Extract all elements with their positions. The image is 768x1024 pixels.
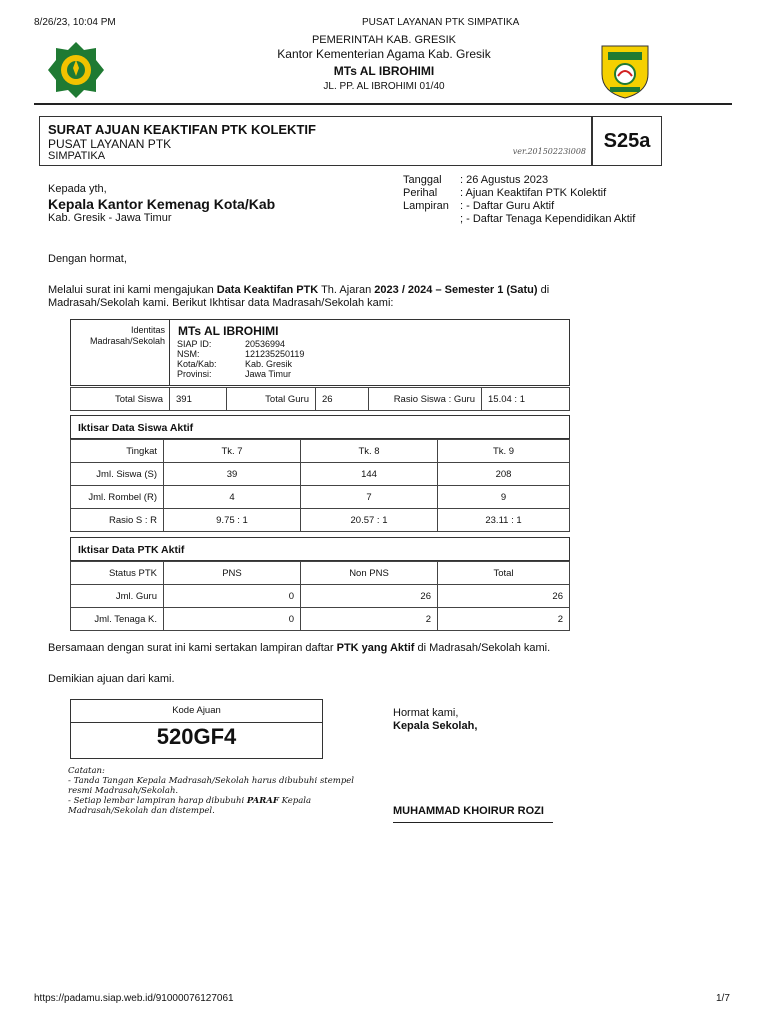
table-cell: Jml. Tenaga K. xyxy=(71,608,164,631)
table-cell: 0 xyxy=(164,608,301,631)
identity-fields xyxy=(177,339,304,379)
table-header-cell: Tk. 8 xyxy=(301,440,438,463)
kota-value: Kab. Gresik xyxy=(245,359,293,369)
intro-text-e: di xyxy=(537,284,550,296)
total-guru-label: Total Guru xyxy=(227,388,316,411)
signature-line2: Kepala Sekolah, xyxy=(393,720,478,732)
notes-line1: - Tanda Tangan Kepala Madrasah/Sekolah harus dibubuhi stempel xyxy=(68,776,355,786)
kemenag-emblem-icon xyxy=(46,40,106,100)
table-header-cell: Tingkat xyxy=(71,440,164,463)
recipient-name: Kepala Kantor Kemenag Kota/Kab xyxy=(48,196,276,212)
notes-line3a: - Setiap lembar lampiran harap dibubuhi xyxy=(68,796,247,806)
form-code-box xyxy=(592,116,662,166)
table-cell: 2 xyxy=(438,608,570,631)
table-header-cell: PNS xyxy=(164,562,301,585)
letterhead-address: JL. PP. AL IBROHIMI 01/40 xyxy=(323,81,445,92)
recipient-location: Kab. Gresik - Jawa Timur xyxy=(48,212,172,224)
letterhead-school: MTs AL IBROHIMI xyxy=(333,64,435,78)
print-datetime: 8/26/23, 10:04 PM xyxy=(34,17,116,28)
table-row xyxy=(71,608,570,631)
rasio-label: Rasio Siswa : Guru xyxy=(369,388,482,411)
gresik-regency-emblem-icon xyxy=(596,40,654,100)
perihal-value: : Ajuan Keaktifan PTK Kolektif xyxy=(460,187,607,199)
ptk-table-title: Iktisar Data PTK Aktif xyxy=(70,537,570,561)
closing-text-c: di Madrasah/Sekolah kami. xyxy=(414,642,551,654)
table-cell: 20.57 : 1 xyxy=(301,509,438,532)
table-header-cell: Tk. 9 xyxy=(438,440,570,463)
siswa-table-title: Iktisar Data Siswa Aktif xyxy=(70,415,570,439)
intro-paragraph xyxy=(48,284,608,310)
table-row xyxy=(71,585,570,608)
table-cell: 7 xyxy=(301,486,438,509)
print-url: https://padamu.siap.web.id/91000076127061 xyxy=(34,993,234,1004)
table-header-cell: Status PTK xyxy=(71,562,164,585)
siap-id-value: 20536994 xyxy=(245,339,286,349)
siswa-table xyxy=(70,439,570,532)
letterhead-line1: PEMERINTAH KAB. GRESIK xyxy=(311,34,457,46)
print-page-count: 1/7 xyxy=(716,993,730,1004)
nsm-value: 121235250119 xyxy=(245,349,305,359)
identity-label2: Madrasah/Sekolah xyxy=(89,336,165,346)
provinsi-value: Jawa Timur xyxy=(245,369,292,379)
notes-line3c: Kepala xyxy=(278,796,312,806)
closing-line2: Demikian ajuan dari kami. xyxy=(48,673,175,685)
table-header-cell: Tk. 7 xyxy=(164,440,301,463)
intro-text-a: Melalui surat ini kami mengajukan xyxy=(48,284,217,296)
table-row xyxy=(71,509,570,532)
table-row xyxy=(71,463,570,486)
table-cell: 2 xyxy=(301,608,438,631)
salutation: Dengan hormat, xyxy=(48,253,127,265)
identity-label1: Identitas xyxy=(130,325,165,335)
kode-ajuan-value: 520GF4 xyxy=(156,724,237,749)
closing-text-a: Bersamaan dengan surat ini kami sertakan lampiran daftar xyxy=(48,642,337,654)
notes xyxy=(68,766,354,816)
intro-text-c: Th. Ajaran xyxy=(318,284,375,296)
letterhead-divider xyxy=(34,103,732,105)
intro-text-d: 2023 / 2024 – Semester 1 (Satu) xyxy=(374,284,538,296)
form-version: ver.20150223i008 xyxy=(512,147,586,156)
table-header-cell: Non PNS xyxy=(301,562,438,585)
table-cell: Jml. Rombel (R) xyxy=(71,486,164,509)
total-siswa-value: 391 xyxy=(170,388,227,411)
kota-label: Kota/Kab: xyxy=(177,359,217,369)
recipient-greeting: Kepada yth, xyxy=(48,183,107,195)
form-header-box xyxy=(39,116,592,166)
siap-id-label: SIAP ID: xyxy=(177,339,212,349)
signature-line1: Hormat kami, xyxy=(393,707,459,719)
lampiran-value2: ; - Daftar Tenaga Kependidikan Aktif xyxy=(460,213,636,225)
kode-ajuan-box xyxy=(70,699,323,759)
form-subtitle2: SIMPATIKA xyxy=(48,150,106,162)
perihal-label: Perihal xyxy=(403,187,438,199)
table-cell: 23.11 : 1 xyxy=(438,509,570,532)
form-subtitle1: PUSAT LAYANAN PTK xyxy=(48,137,172,151)
notes-line4: Madrasah/Sekolah dan distempel. xyxy=(68,806,215,816)
table-cell: 9.75 : 1 xyxy=(164,509,301,532)
table-header-cell: Total xyxy=(438,562,570,585)
signature-name: MUHAMMAD KHOIRUR ROZI xyxy=(393,805,553,823)
letterhead-line2: Kantor Kementerian Agama Kab. Gresik xyxy=(277,47,491,61)
table-cell: Rasio S : R xyxy=(71,509,164,532)
letter-meta xyxy=(403,174,635,226)
lampiran-value1: : - Daftar Guru Aktif xyxy=(460,200,555,212)
closing-paragraph xyxy=(48,642,550,654)
totals-table xyxy=(70,387,570,411)
total-siswa-label: Total Siswa xyxy=(71,388,170,411)
table-row xyxy=(71,440,570,463)
identity-box xyxy=(70,319,570,386)
identity-school-name: MTs AL IBROHIMI xyxy=(178,324,279,338)
tanggal-label: Tanggal xyxy=(403,174,442,186)
table-cell: 0 xyxy=(164,585,301,608)
notes-line2: resmi Madrasah/Sekolah. xyxy=(68,786,179,796)
table-cell: 144 xyxy=(301,463,438,486)
nsm-label: NSM: xyxy=(177,349,200,359)
intro-text-b: Data Keaktifan PTK xyxy=(216,284,319,296)
closing-text-b: PTK yang Aktif xyxy=(336,642,415,654)
table-cell: 26 xyxy=(438,585,570,608)
provinsi-label: Provinsi: xyxy=(177,369,212,379)
kode-ajuan-label: Kode Ajuan xyxy=(71,700,322,723)
ptk-table xyxy=(70,561,570,631)
notes-line3b: PARAF xyxy=(246,796,279,806)
form-title: SURAT AJUAN KEAKTIFAN PTK KOLEKTIF xyxy=(48,122,316,137)
total-guru-value: 26 xyxy=(316,388,369,411)
print-page-title: PUSAT LAYANAN PTK SIMPATIKA xyxy=(362,17,520,28)
table-cell: 26 xyxy=(301,585,438,608)
table-cell: 9 xyxy=(438,486,570,509)
table-row xyxy=(71,562,570,585)
notes-title: Catatan: xyxy=(68,766,105,776)
table-cell: 39 xyxy=(164,463,301,486)
table-cell: 208 xyxy=(438,463,570,486)
rasio-value: 15.04 : 1 xyxy=(482,388,570,411)
form-code: S25a xyxy=(603,129,651,152)
table-row xyxy=(71,486,570,509)
intro-line2: Madrasah/Sekolah kami. Berikut Ikhtisar data Madrasah/Sekolah kami: xyxy=(48,297,394,309)
lampiran-label: Lampiran xyxy=(403,200,449,212)
table-cell: Jml. Guru xyxy=(71,585,164,608)
table-cell: 4 xyxy=(164,486,301,509)
table-cell: Jml. Siswa (S) xyxy=(71,463,164,486)
identity-label xyxy=(71,320,170,386)
tanggal-value: : 26 Agustus 2023 xyxy=(460,174,549,186)
